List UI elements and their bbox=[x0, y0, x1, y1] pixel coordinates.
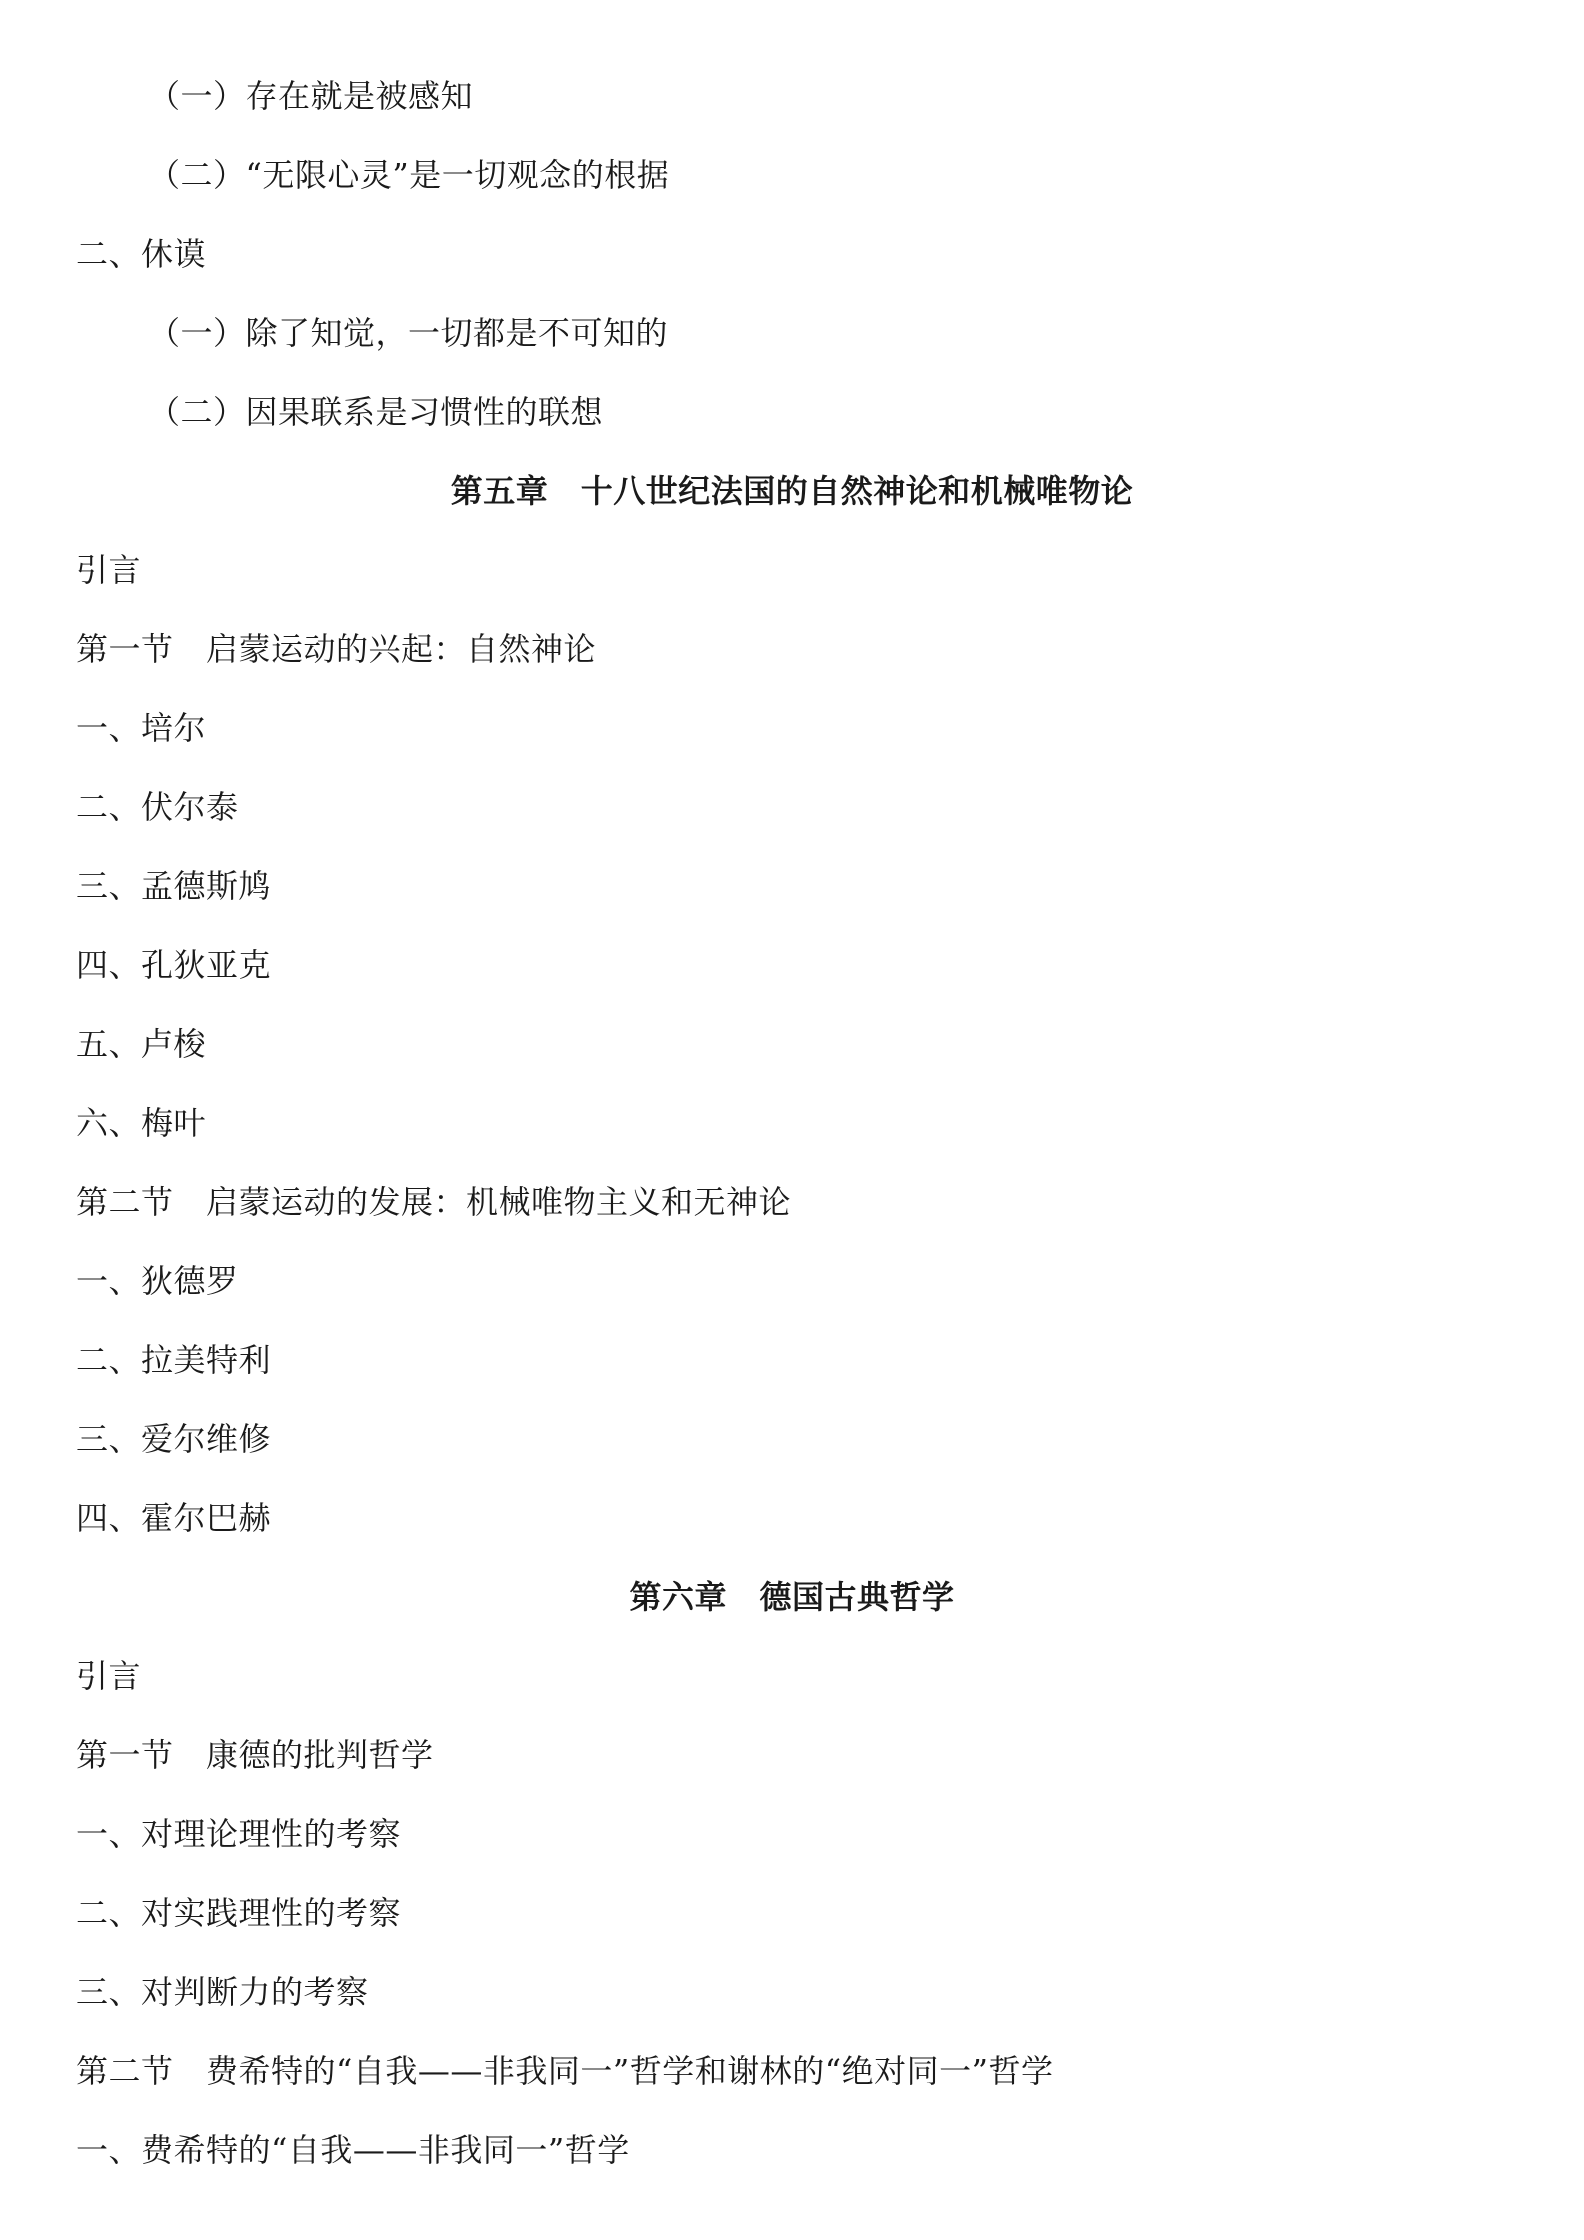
item-hume: 二、休谟 bbox=[76, 235, 207, 273]
item-montesquieu: 三、孟德斯鸠 bbox=[76, 867, 272, 905]
chapter-5-heading: 第五章 十八世纪法国的自然神论和机械唯物论 bbox=[450, 472, 1134, 510]
item-bayle: 一、培尔 bbox=[76, 709, 207, 747]
subitem-berkeley-1: （一）存在就是被感知 bbox=[148, 77, 474, 115]
chapter-6-heading: 第六章 德国古典哲学 bbox=[629, 1578, 955, 1616]
chapter-5-intro: 引言 bbox=[76, 551, 142, 589]
item-condillac: 四、孔狄亚克 bbox=[76, 946, 272, 984]
subitem-hume-2: （二）因果联系是习惯性的联想 bbox=[148, 393, 604, 431]
chapter-6-intro: 引言 bbox=[76, 1657, 142, 1695]
item-la-mettrie: 二、拉美特利 bbox=[76, 1341, 272, 1379]
subitem-hume-1: （一）除了知觉，一切都是不可知的 bbox=[148, 314, 669, 352]
item-theoretical-reason: 一、对理论理性的考察 bbox=[76, 1815, 402, 1853]
item-meslier: 六、梅叶 bbox=[76, 1104, 207, 1142]
item-rousseau: 五、卢梭 bbox=[76, 1025, 207, 1063]
item-practical-reason: 二、对实践理性的考察 bbox=[76, 1894, 402, 1932]
subitem-berkeley-2: （二）“无限心灵”是一切观念的根据 bbox=[148, 156, 670, 194]
item-helvetius: 三、爱尔维修 bbox=[76, 1420, 272, 1458]
chapter-5-section-1: 第一节 启蒙运动的兴起：自然神论 bbox=[76, 630, 597, 668]
item-judgment: 三、对判断力的考察 bbox=[76, 1973, 369, 2011]
item-holbach: 四、霍尔巴赫 bbox=[76, 1499, 272, 1537]
item-diderot: 一、狄德罗 bbox=[76, 1262, 239, 1300]
item-fichte: 一、费希特的“自我——非我同一”哲学 bbox=[76, 2131, 630, 2169]
chapter-6-section-1: 第一节 康德的批判哲学 bbox=[76, 1736, 434, 1774]
item-voltaire: 二、伏尔泰 bbox=[76, 788, 239, 826]
chapter-6-section-2: 第二节 费希特的“自我——非我同一”哲学和谢林的“绝对同一”哲学 bbox=[76, 2052, 1054, 2090]
chapter-5-section-2: 第二节 启蒙运动的发展：机械唯物主义和无神论 bbox=[76, 1183, 792, 1221]
